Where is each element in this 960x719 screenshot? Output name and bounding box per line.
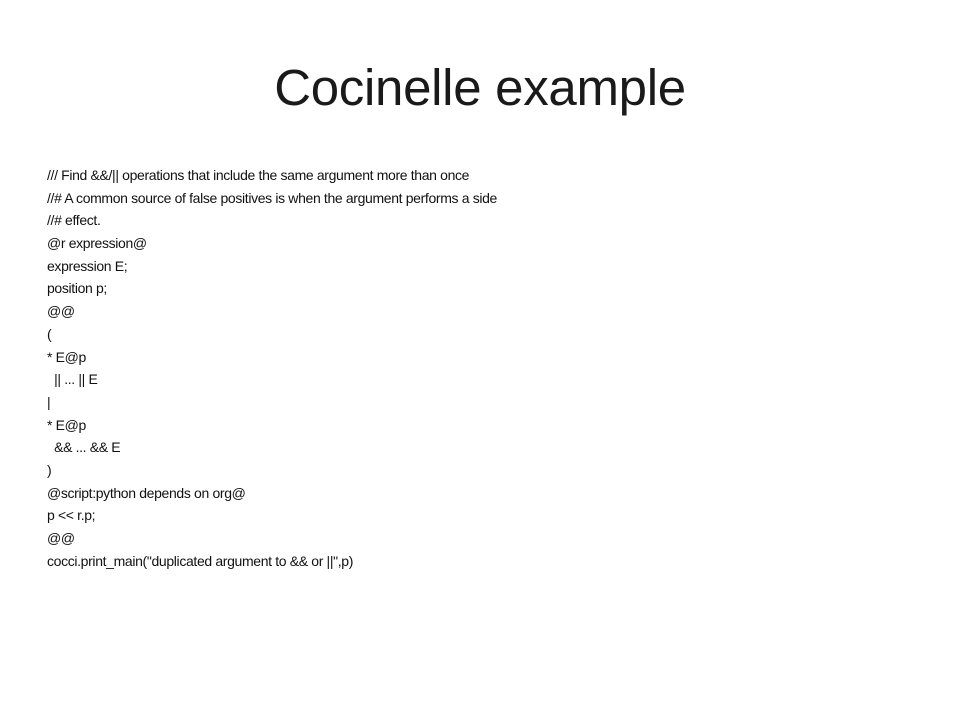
code-line: | (47, 393, 51, 410)
code-line: //# A common source of false positives is when the argument performs a side (47, 189, 497, 206)
code-line: //# effect. (47, 212, 101, 229)
code-line: p << r.p; (47, 507, 96, 524)
code-line: || ... || E (47, 371, 98, 388)
code-line: ) (47, 461, 52, 478)
code-line: @@ (47, 303, 75, 320)
code-line: cocci.print_main("duplicated argument to && or ||",p) (47, 552, 354, 569)
code-line: expression E; (47, 257, 128, 274)
code-line: * E@p (47, 348, 86, 365)
code-line: @script:python depends on org@ (47, 484, 246, 501)
code-line: @r expression@ (47, 235, 147, 252)
code-line: position p; (47, 280, 107, 297)
code-line: && ... && E (47, 439, 121, 456)
slide-title: Cocinelle example (274, 59, 686, 116)
code-block (47, 164, 927, 572)
code-line: * E@p (47, 416, 86, 433)
code-line: /// Find &&/|| operations that include the same argument more than once (47, 167, 470, 183)
code-line: ( (47, 325, 52, 342)
code-line: @@ (47, 530, 75, 546)
